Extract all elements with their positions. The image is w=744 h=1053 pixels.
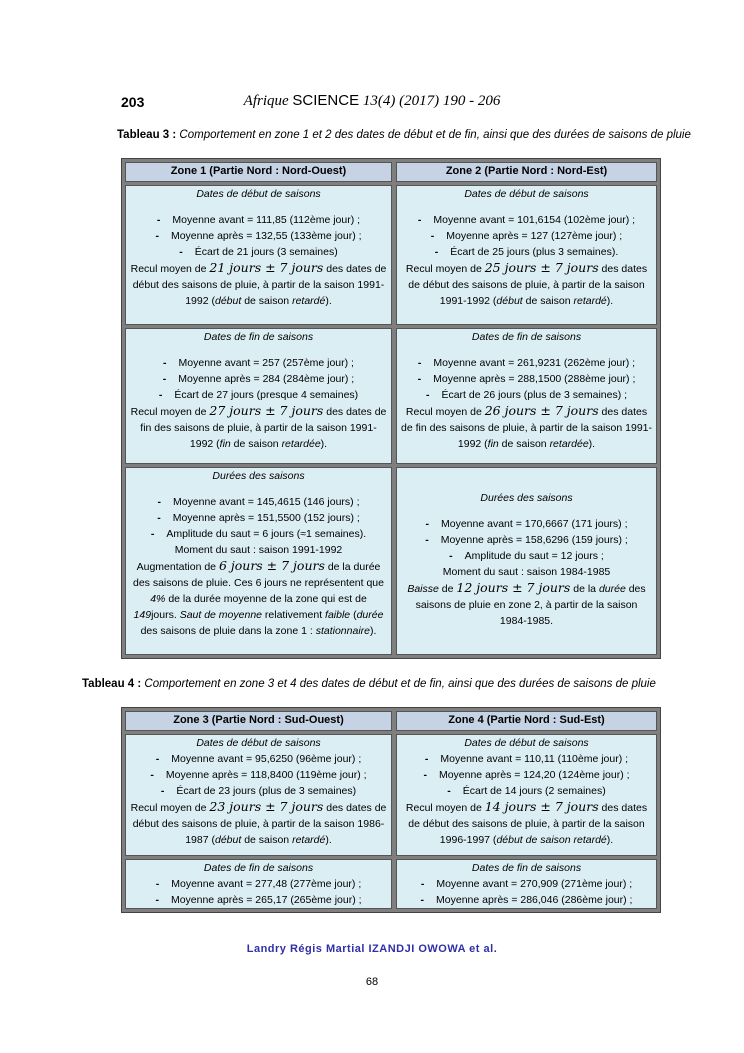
- cell-subtitle: Dates de début de saisons: [196, 737, 321, 749]
- cell-line: - Moyenne après = 288,1500 (288ème jour) ;: [401, 371, 652, 387]
- table3-zone2-fin: [396, 328, 657, 464]
- cell-line: - Écart de 14 jours (2 semaines): [401, 783, 652, 799]
- cell-subtitle: Dates de début de saisons: [464, 188, 589, 200]
- cell-subtitle: Dates de fin de saisons: [471, 331, 582, 343]
- cell-paragraph: Augmentation de 6 jours ± 7 jours de la durée des saisons de pluie. Ces 6 jours ne représentent que 4% de la durée moyenne de la zone qui est de 149jours. Saut de moyenne relativement faible (durée des saisons de pluie dans la zone 1 : stationnaire).: [133, 558, 384, 637]
- cell-subtitle: Dates de fin de saisons: [203, 862, 314, 874]
- cell-line: Moment du saut : saison 1991-1992: [174, 544, 343, 556]
- cell-line: Moment du saut : saison 1984-1985: [442, 566, 611, 578]
- page-number: 203: [121, 94, 145, 110]
- journal-name: Afrique: [243, 93, 289, 109]
- cell-subtitle: Durées des saisons: [212, 470, 305, 482]
- table3-label: Tableau 3 :: [117, 129, 177, 141]
- table4-header-zone4: Zone 4 (Partie Nord : Sud-Est): [396, 711, 657, 731]
- table4-header-zone3: Zone 3 (Partie Nord : Sud-Ouest): [125, 711, 392, 731]
- cell-line: - Moyenne avant = 101,6154 (102ème jour) ;: [401, 212, 652, 228]
- table3-header-zone1: Zone 1 (Partie Nord : Nord-Ouest): [125, 162, 392, 182]
- cell-line: - Moyenne avant = 257 (257ème jour) ;: [130, 355, 387, 371]
- footer-authors: Landry Régis Martial IZANDJI OWOWA et al.: [246, 943, 498, 955]
- cell-subtitle: Dates de début de saisons: [464, 737, 589, 749]
- cell-line: - Écart de 26 jours (plus de 3 semaines) ;: [401, 387, 652, 403]
- table3-zone2-debut: [396, 185, 657, 325]
- cell-subtitle: Dates de début de saisons: [196, 188, 321, 200]
- table3-zone1-debut: [125, 185, 392, 325]
- table4-caption-text: Comportement en zone 3 et 4 des dates de début et de fin, ainsi que des durées de saisons de pluie: [144, 678, 656, 690]
- cell-line: - Moyenne avant = 270,909 (271ème jour) ;: [401, 876, 652, 892]
- cell-line: - Moyenne après = 124,20 (124ème jour) ;: [401, 767, 652, 783]
- cell-line: - Moyenne après = 284 (284ème jour) ;: [130, 371, 387, 387]
- cell-paragraph: Recul moyen de 26 jours ± 7 jours des dates de fin des saisons de pluie, à partir de la saison 1991-1992 (fin de saison retardée).: [401, 403, 652, 450]
- table-3: [121, 158, 661, 659]
- table3-caption-text: Comportement en zone 1 et 2 des dates de début et de fin, ainsi que des durées de saisons de pluie: [179, 129, 691, 141]
- table4-zone4-debut: [396, 734, 657, 856]
- cell-paragraph: Recul moyen de 25 jours ± 7 jours des dates de début des saisons de pluie, à partir de la saison 1991-1992 (début de saison retardé).: [405, 260, 648, 307]
- cell-line: - Moyenne après = 132,55 (133ème jour) ;: [130, 228, 387, 244]
- table3-caption: [117, 129, 691, 141]
- table4-label: Tableau 4 :: [82, 678, 142, 690]
- journal-header: [0, 92, 744, 110]
- cell-line: - Moyenne avant = 95,6250 (96ème jour) ;: [130, 751, 387, 767]
- journal-citation: 13(4) (2017) 190 - 206: [362, 93, 501, 109]
- cell-line: - Amplitude du saut = 12 jours ;: [401, 548, 652, 564]
- cell-paragraph: Baisse de 12 jours ± 7 jours de la durée des saisons de pluie en zone 2, à partir de la saison 1984-1985.: [407, 580, 646, 627]
- cell-line: - Moyenne avant = 110,11 (110ème jour) ;: [401, 751, 652, 767]
- cell-line: - Moyenne après = 151,5500 (152 jours) ;: [130, 510, 387, 526]
- cell-subtitle: Dates de fin de saisons: [471, 862, 582, 874]
- cell-line: - Moyenne après = 158,6296 (159 jours) ;: [401, 532, 652, 548]
- cell-paragraph: Recul moyen de 23 jours ± 7 jours des dates de début des saisons de pluie, à partir de la saison 1986-1987 (début de saison retardé).: [130, 799, 387, 846]
- cell-subtitle: Durées des saisons: [480, 492, 573, 504]
- table3-zone2-duree: [396, 467, 657, 655]
- cell-line: - Moyenne avant = 145,4615 (146 jours) ;: [130, 494, 387, 510]
- cell-line: - Moyenne avant = 111,85 (112ème jour) ;: [130, 212, 387, 228]
- cell-line: - Moyenne avant = 277,48 (277ème jour) ;: [130, 876, 387, 892]
- table4-zone4-fin: [396, 859, 657, 909]
- table4-zone3-fin: [125, 859, 392, 909]
- cell-line: - Moyenne avant = 261,9231 (262ème jour) ;: [401, 355, 652, 371]
- cell-line: - Écart de 25 jours (plus 3 semaines).: [401, 244, 652, 260]
- table3-zone1-fin: [125, 328, 392, 464]
- journal-name-science: SCIENCE: [292, 92, 360, 109]
- cell-line: - Moyenne après = 286,046 (286ème jour) ;: [401, 892, 652, 908]
- cell-paragraph: Recul moyen de 21 jours ± 7 jours des dates de début des saisons de pluie, à partir de la saison 1991-1992 (début de saison retardé).: [130, 260, 387, 307]
- table4-caption: [82, 678, 682, 690]
- cell-line: - Écart de 23 jours (plus de 3 semaines): [130, 783, 387, 799]
- cell-line: - Écart de 27 jours (presque 4 semaines): [130, 387, 387, 403]
- table-4: [121, 707, 661, 913]
- cell-line: - Moyenne après = 127 (127ème jour) ;: [401, 228, 652, 244]
- cell-line: - Moyenne après = 118,8400 (119ème jour) ;: [130, 767, 387, 783]
- footer-page-number: 68: [365, 976, 379, 988]
- table4-zone3-debut: [125, 734, 392, 856]
- cell-line: - Écart de 21 jours (3 semaines): [130, 244, 387, 260]
- cell-paragraph: Recul moyen de 27 jours ± 7 jours des dates de fin des saisons de pluie, à partir de la saison 1991-1992 (fin de saison retardée).: [130, 403, 387, 450]
- cell-line: - Amplitude du saut = 6 jours (≈1 semaines).: [130, 526, 387, 542]
- cell-line: - Moyenne après = 265,17 (265ème jour) ;: [130, 892, 387, 908]
- cell-subtitle: Dates de fin de saisons: [203, 331, 314, 343]
- table3-header-zone2: Zone 2 (Partie Nord : Nord-Est): [396, 162, 657, 182]
- table3-zone1-duree: [125, 467, 392, 655]
- cell-paragraph: Recul moyen de 14 jours ± 7 jours des dates de début des saisons de pluie, à partir de la saison 1996-1997 (début de saison retardé).: [405, 799, 648, 846]
- cell-line: - Moyenne avant = 170,6667 (171 jours) ;: [401, 516, 652, 532]
